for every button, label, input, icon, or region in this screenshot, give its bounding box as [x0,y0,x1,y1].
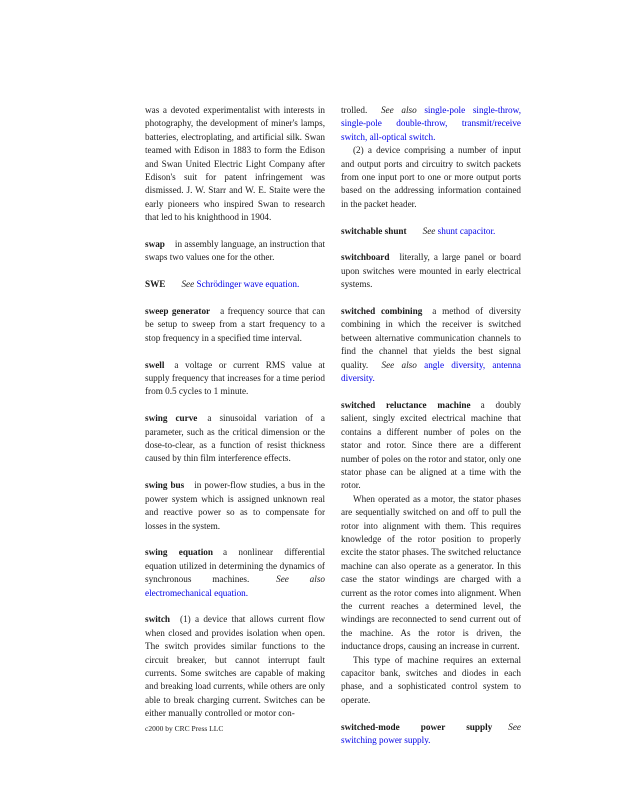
entry-definition: in assembly language, an instruction that swaps two values one for the other. [145,239,325,263]
switch-continuation [341,104,521,144]
entry-swe [145,278,325,291]
entry-swap [145,238,325,265]
right-column [341,104,521,761]
entry-term: swing curve [145,413,198,424]
entry-definition: a frequency source that can be setup to sweep from a start frequency to a stop frequency in a specified time interval. [145,306,325,343]
entry-term: swing bus [145,480,185,491]
entry-swing-curve [145,412,325,466]
entry-term: swell [145,359,165,370]
entry-term: switch [145,614,171,625]
see-label: See also [380,105,417,115]
entry-definition: a voltage or current RMS value at supply frequency that increases for a time period from 0.5 cycles to 1 minute. [145,359,325,397]
reluctance-paragraph-2: When operated as a motor, the stator phases are sequentially switched on and off to pull the rotor into alignment with them. This requires knowledge of the rotor position to properly excite the stator phases. The switched reluctance machine can also operate as a generator. In this case the stator windings are charged with a current as the rotor comes into alignment. When the current reaches a determined level, the windings are reconnected to send current out of the machine. As the rotor is driven, the inductance drops, causing an increase in current. [341,493,521,652]
reluctance-paragraph-3: This type of machine requires an external capacitor bank, switches and diodes in each phase, and a sophisticated control system to operate. [341,654,521,705]
entry-switched-combining [341,305,521,385]
entry-definition: (1) a device that allows current flow when closed and provides isolation when open. The switch provides similar functions to the circuit breaker, but cannot interrupt fault currents. Some switches are capable of making and breaking load currents, while others are only able to break charging current. Switches can be either manually controlled or motor con- [145,614,325,719]
cross-reference-link[interactable]: shunt capacitor. [437,225,496,236]
entry-term: swap [145,239,165,250]
cross-reference-link[interactable]: Schrödinger wave equation. [196,279,300,290]
switch-definition-2: (2) a device comprising a number of input and output ports and circuitry to switch packets from one input port to one or more output ports based on the addressing information contained in the packet header. [341,145,521,209]
entry-term: sweep generator [145,306,211,317]
entry-swing-bus [145,479,325,533]
continuation-paragraph: was a devoted experimentalist with interests in photography, the development of miner's lamps, batteries, electroplating, and artificial silk. Swan teamed with Edison in 1883 to form the Edison and Swan United Electric Light Company after Edison's suit for patent infringement was dismissed. J. W. Starr and W. E. Staite were the early pioneers who inspired Swan to research that led to his knighthood in 1904. [145,105,325,223]
entry-definition: a doubly salient, singly excited electrical machine that contains a different number of poles on the stator and rotor. Since there are a different number of poles on the rotor and stator, only one stator phase can be aligned at a time with the rotor. [341,399,521,491]
entry-term: swing equation [145,547,213,558]
see-label: See [422,225,436,236]
entry-switchable-shunt [341,225,521,238]
entry-definition: in power-flow studies, a bus in the power system which is assigned unknown real and reactive power so as to compensate for losses in the system. [145,480,325,531]
see-label: See also [276,574,325,585]
see-label: See also [381,359,417,370]
entry-definition: literally, a large panel or board upon switches were mounted in early electrical systems. [341,252,521,290]
entry-switch [145,613,325,720]
see-label: See [508,721,521,732]
entry-switched-reluctance-machine [341,399,521,493]
entry-definition: a nonlinear differential equation utilized in determining the dynamics of synchronous machines. [145,547,325,585]
entry-term: SWE [145,279,166,290]
entry-term: switched combining [341,306,423,317]
see-label: See [181,279,195,290]
entry-sweep-generator [145,305,325,345]
entry-term: switchboard [341,252,390,263]
entry-switchboard [341,251,521,291]
left-column [145,104,325,734]
entry-term: switched-mode power supply [341,721,493,732]
entry-switched-mode-power-supply [341,721,521,748]
cross-reference-link[interactable]: switching power supply. [341,735,431,746]
cross-reference-link[interactable]: electromechanical equation. [145,587,249,598]
entry-swing-equation [145,546,325,600]
entry-swell [145,359,325,399]
entry-term: switched reluctance machine [341,399,471,410]
continuation-text: trolled. [341,105,368,115]
entry-definition: a sinusoidal variation of a parameter, such as the critical dimension or the dose-to-clear, as a function of resist thickness caused by thin film interference effects. [145,413,326,464]
cross-reference-link[interactable]: angle diversity, antenna diversity. [341,359,521,384]
entry-definition: a method of diversity combining in which the receiver is switched between alternative communication channels to find the channel that yields the best signal quality. [341,306,521,370]
copyright-footer: c2000 by CRC Press LLC [145,724,224,733]
entry-term: switchable shunt [341,225,407,236]
cross-reference-link[interactable]: single-pole single-throw, single-pole double-throw, transmit/receive switch, all-optical switch. [341,105,521,142]
